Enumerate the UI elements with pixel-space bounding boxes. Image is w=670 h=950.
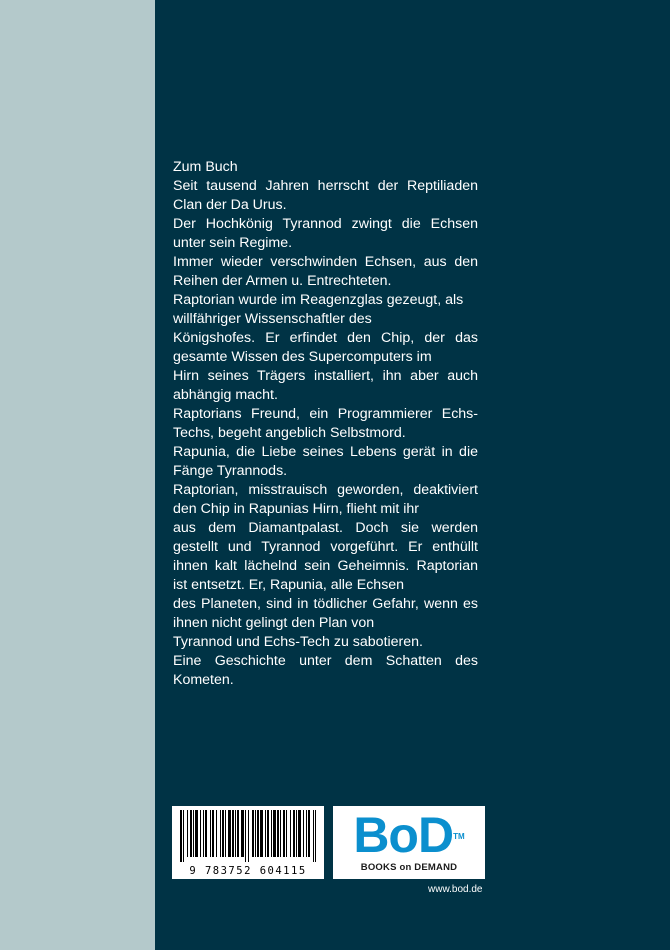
isbn-barcode [172,806,324,879]
blurb-line: den Chip in Rapunias Hirn, flieht mit ihr [173,501,420,517]
blurb-line: Kometen. [173,672,234,688]
blurb-line: Raptorian, misstrauisch geworden, deaktiviert [173,482,478,498]
blurb-line: Raptorians Freund, ein Programmierer Echs- [173,406,478,422]
book-spine [0,0,155,950]
publisher-website: www.bod.de [428,884,483,895]
blurb-line: Immer wieder verschwinden Echsen, aus den [173,254,478,270]
blurb-line: Reihen der Armen u. Entrechteten. [173,273,392,289]
publisher-tagline: BOOKS on DEMAND [360,862,458,873]
barcode-bars [180,810,316,862]
blurb-line: ihnen kalt lächelnd sein Geheimnis. Raptorian [173,558,478,574]
blurb-line: Fänge Tyrannods. [173,463,288,479]
blurb-line: unter sein Regime. [173,235,293,251]
blurb-line: Eine Geschichte unter dem Schatten des [173,653,478,669]
book-blurb [173,158,478,690]
blurb-line: Seit tausend Jahren herrscht der Reptiliaden [173,178,478,194]
bod-logo-text: BoD [353,807,454,863]
publisher-logo [333,806,485,879]
blurb-line: Königshofes. Er erfindet den Chip, der das [173,330,478,346]
blurb-line: Clan der Da Urus. [173,197,287,213]
blurb-line: gesamte Wissen des Supercomputers im [173,349,432,365]
blurb-line: Hirn seines Trägers installiert, ihn aber auch [173,368,478,384]
blurb-line: Der Hochkönig Tyrannod zwingt die Echsen [173,216,478,232]
isbn-number: 9 783752 604115 [189,865,307,877]
blurb-line: Tyrannod und Echs-Tech zu sabotieren. [173,634,424,650]
blurb-line: des Planeten, sind in tödlicher Gefahr, wenn es [173,596,478,612]
bod-logo-mark [333,807,485,863]
blurb-heading: Zum Buch [173,159,238,175]
trademark-symbol: TM [453,832,465,841]
blurb-line: abhängig macht. [173,387,278,403]
blurb-line: gestellt und Tyrannod vorgeführt. Er enthüllt [173,539,478,555]
blurb-line: ist entsetzt. Er, Rapunia, alle Echsen [173,577,405,593]
blurb-line: Rapunia, die Liebe seines Lebens gerät in die [173,444,478,460]
blurb-line: aus dem Diamantpalast. Doch sie werden [173,520,478,536]
blurb-line: Techs, begeht angeblich Selbstmord. [173,425,406,441]
blurb-line: Raptorian wurde im Reagenzglas gezeugt, als [173,292,464,308]
blurb-line: willfähriger Wissenschaftler des [173,311,372,327]
blurb-line: ihnen nicht gelingt den Plan von [173,615,375,631]
